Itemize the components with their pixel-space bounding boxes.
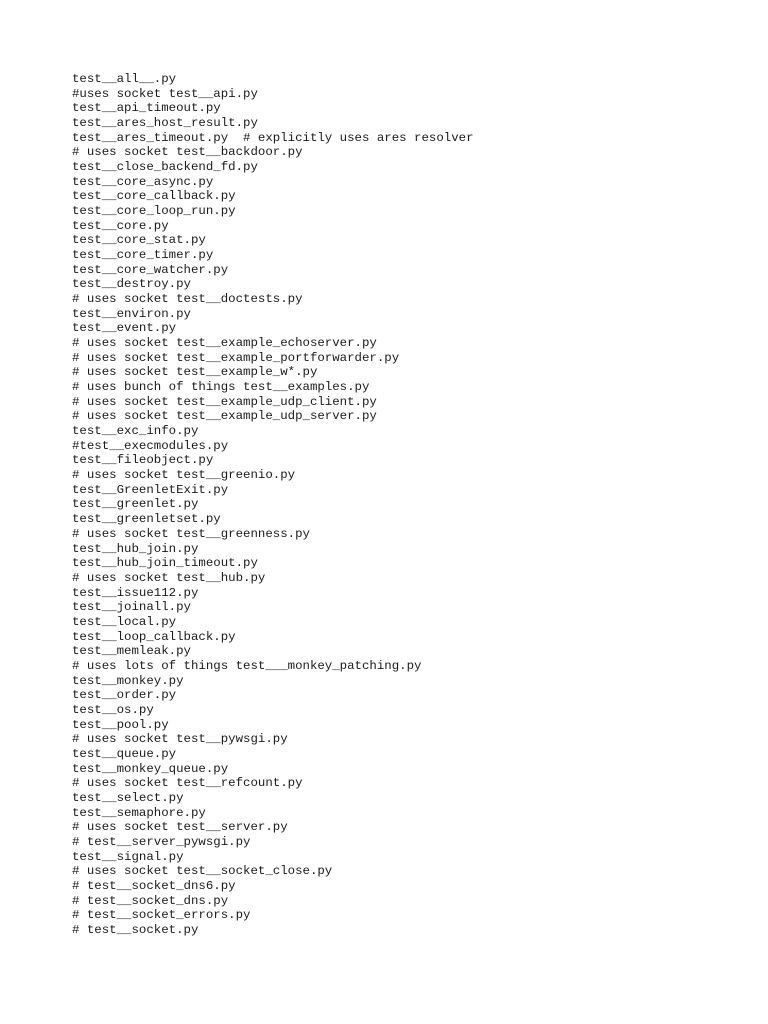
text-line: #uses socket test__api.py xyxy=(72,86,258,101)
text-line: test__core_watcher.py xyxy=(72,262,229,277)
text-line: test__GreenletExit.py xyxy=(72,482,229,497)
text-line: test__signal.py xyxy=(72,849,184,864)
text-line: test__greenletset.py xyxy=(72,512,221,527)
text-line: # uses socket test__refcount.py xyxy=(72,776,303,791)
text-line: test__semaphore.py xyxy=(72,805,206,820)
text-line: test__core_loop_run.py xyxy=(72,204,236,219)
text-line: test__core_stat.py xyxy=(72,233,206,248)
text-line: test__environ.py xyxy=(72,306,191,321)
text-line: # uses socket test__pywsgi.py xyxy=(72,732,288,747)
text-line: test__pool.py xyxy=(72,717,169,732)
text-line: test__core_async.py xyxy=(72,174,214,189)
text-line: test__core_timer.py xyxy=(72,248,214,263)
text-line: # test__socket.py xyxy=(72,922,199,937)
text-line: # test__socket_errors.py xyxy=(72,908,251,923)
text-line: test__core.py xyxy=(72,218,169,233)
text-line: # uses socket test__example_udp_client.py xyxy=(72,394,377,409)
text-line: test__exc_info.py xyxy=(72,424,199,439)
text-line: # uses socket test__server.py xyxy=(72,820,288,835)
text-line: # uses socket test__hub.py xyxy=(72,570,266,585)
text-line: # uses lots of things test___monkey_patching.py xyxy=(72,658,422,673)
text-line: test__hub_join.py xyxy=(72,541,199,556)
text-line: test__select.py xyxy=(72,790,184,805)
text-line: test__loop_callback.py xyxy=(72,629,236,644)
text-line: test__joinall.py xyxy=(72,600,191,615)
text-line: # uses bunch of things test__examples.py xyxy=(72,380,370,395)
text-line: # uses socket test__example_w*.py xyxy=(72,365,318,380)
text-line: test__greenlet.py xyxy=(72,497,199,512)
text-line: # uses socket test__example_echoserver.py xyxy=(72,336,377,351)
text-line: # uses socket test__greenness.py xyxy=(72,526,310,541)
text-line: # test__server_pywsgi.py xyxy=(72,834,251,849)
text-line: test__close_backend_fd.py xyxy=(72,160,258,175)
text-line: test__issue112.py xyxy=(72,585,199,600)
text-line: test__queue.py xyxy=(72,746,177,761)
text-line: test__os.py xyxy=(72,702,154,717)
text-line: # uses socket test__backdoor.py xyxy=(72,145,303,160)
text-line: # uses socket test__example_portforwarder.py xyxy=(72,350,400,365)
text-line: test__api_timeout.py xyxy=(72,101,221,116)
text-line: # uses socket test__socket_close.py xyxy=(72,864,333,879)
text-line: # test__socket_dns6.py xyxy=(72,878,236,893)
text-line: test__ares_host_result.py xyxy=(72,116,258,131)
text-line: test__local.py xyxy=(72,614,177,629)
text-line: test__ares_timeout.py # explicitly uses ares resolver xyxy=(72,130,474,145)
text-line: # uses socket test__greenio.py xyxy=(72,468,296,483)
text-line: # uses socket test__example_udp_server.py xyxy=(72,409,377,424)
text-line: test__destroy.py xyxy=(72,277,191,292)
text-line: # test__socket_dns.py xyxy=(72,893,229,908)
text-line: test__fileobject.py xyxy=(72,453,214,468)
text-line: test__monkey_queue.py xyxy=(72,761,229,776)
text-line: test__core_callback.py xyxy=(72,189,236,204)
document-page xyxy=(72,72,752,938)
text-line: test__event.py xyxy=(72,321,177,336)
text-line: test__order.py xyxy=(72,688,177,703)
text-line: test__monkey.py xyxy=(72,673,184,688)
text-line: test__memleak.py xyxy=(72,644,191,659)
text-line: #test__execmodules.py xyxy=(72,438,229,453)
text-line: test__all__.py xyxy=(72,72,177,86)
text-line: # uses socket test__doctests.py xyxy=(72,292,303,307)
text-line: test__hub_join_timeout.py xyxy=(72,556,258,571)
